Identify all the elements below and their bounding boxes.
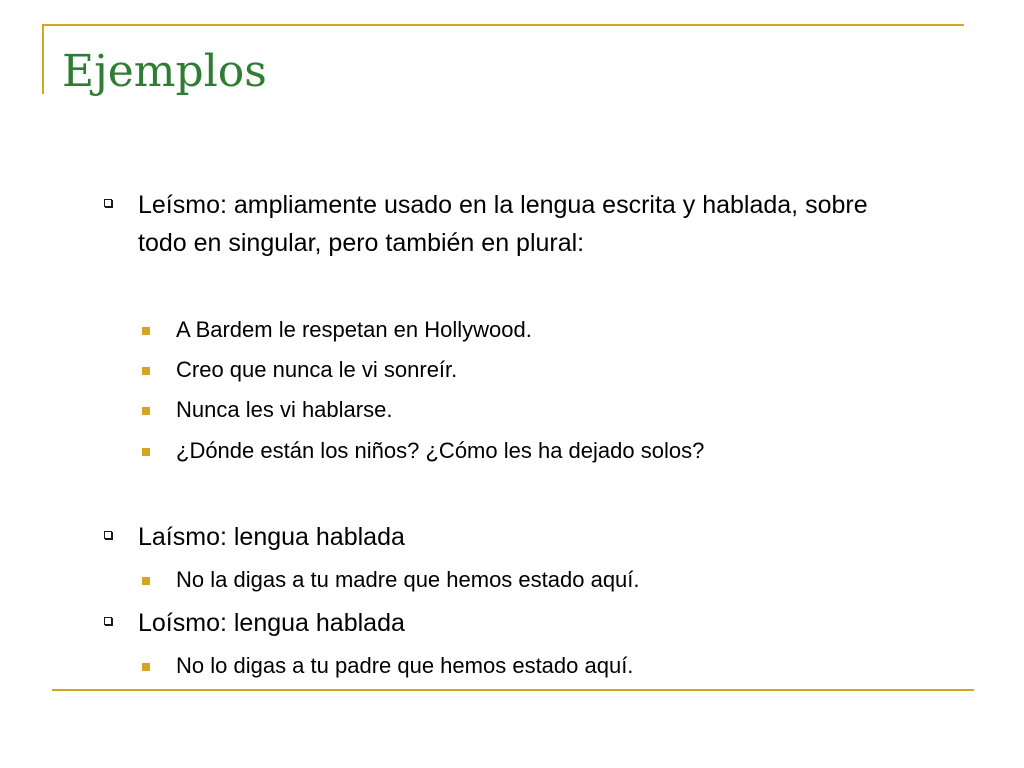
sub-bullet-text: No la digas a tu madre que hemos estado aquí.: [176, 567, 640, 592]
sub-bullet-text: No lo digas a tu padre que hemos estado aquí.: [176, 653, 634, 678]
slide-title: Ejemplos: [62, 46, 267, 97]
square-bullet-icon: [142, 367, 150, 375]
bullet-laismo: [138, 518, 898, 556]
bullet-leismo: [138, 186, 898, 262]
sub-bullet: [176, 356, 936, 384]
bullet-text: Laísmo: lengua hablada: [138, 523, 405, 551]
hollow-square-bullet-icon: [104, 617, 112, 625]
bullet-text: Leísmo: ampliamente usado en la lengua escrita y hablada, sobre todo en singular, pero también en plural:: [138, 191, 868, 257]
sub-bullet: [176, 316, 936, 344]
hollow-square-bullet-icon: [104, 199, 112, 207]
square-bullet-icon: [142, 407, 150, 415]
sub-bullet: [176, 566, 936, 594]
square-bullet-icon: [142, 327, 150, 335]
sub-bullet-text: ¿Dónde están los niños? ¿Cómo les ha dejado solos?: [176, 438, 705, 463]
bottom-border-line: [52, 689, 974, 691]
sub-bullet: [176, 437, 936, 465]
square-bullet-icon: [142, 448, 150, 456]
hollow-square-bullet-icon: [104, 531, 112, 539]
sub-bullet-text: Creo que nunca le vi sonreír.: [176, 357, 458, 382]
bullet-loismo: [138, 604, 898, 642]
sub-bullet: [176, 652, 936, 680]
sub-bullet-text: A Bardem le respetan en Hollywood.: [176, 317, 532, 342]
sub-bullet: [176, 396, 936, 424]
square-bullet-icon: [142, 663, 150, 671]
bullet-text: Loísmo: lengua hablada: [138, 609, 405, 637]
sub-bullet-text: Nunca les vi hablarse.: [176, 397, 393, 422]
square-bullet-icon: [142, 577, 150, 585]
